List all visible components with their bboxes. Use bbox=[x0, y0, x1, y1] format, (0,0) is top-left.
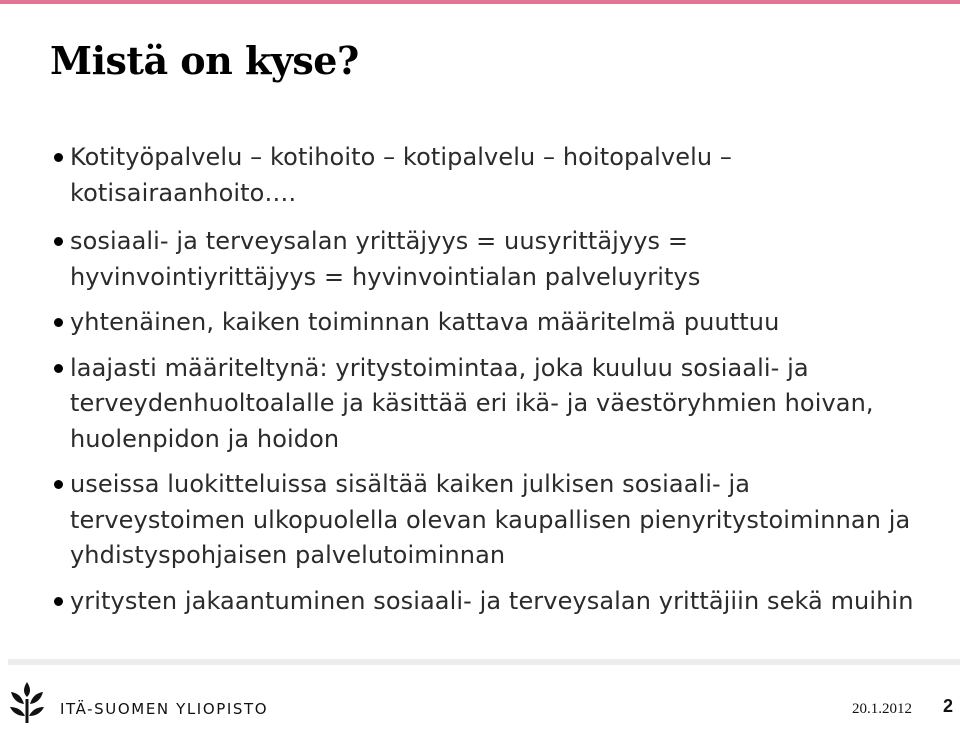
university-logo-icon bbox=[8, 680, 46, 724]
bullet-icon bbox=[54, 237, 63, 246]
bullet-text: laajasti määriteltynä: yritystoimintaa, joka kuuluu sosiaali- ja terveydenhuoltoalalle ja käsittää eri ikä- ja väestöryhmien hoivan, huolenpidon ja hoidon bbox=[70, 353, 874, 453]
bullet-text: yhtenäinen, kaiken toiminnan kattava määritelmä puuttuu bbox=[70, 308, 780, 336]
bullet-item bbox=[52, 351, 932, 458]
university-logo bbox=[8, 680, 268, 724]
university-logo-text: ITÄ-SUOMEN YLIOPISTO bbox=[60, 700, 269, 718]
bullet-text: Kotityöpalvelu – kotihoito – kotipalvelu – hoitopalvelu – kotisairaanhoito…. bbox=[70, 143, 732, 207]
top-accent-bar bbox=[0, 0, 960, 4]
bullet-icon bbox=[54, 597, 63, 606]
bullet-icon bbox=[54, 318, 63, 327]
bullet-text: sosiaali- ja terveysalan yrittäjyys = uusyrittäjyys = hyvinvointiyrittäjyys = hyvinvointialan palveluyritys bbox=[70, 227, 701, 291]
bullet-icon bbox=[54, 480, 63, 489]
bullet-item bbox=[52, 467, 932, 574]
slide-title: Mistä on kyse? bbox=[50, 38, 359, 83]
bullet-icon bbox=[54, 364, 63, 373]
bullet-text: useissa luokitteluissa sisältää kaiken julkisen sosiaali- ja terveystoimen ulkopuolella olevan kaupallisen pienyritystoiminnan ja yhdistyspohjaisen palvelutoiminnan bbox=[70, 470, 911, 569]
bullet-icon bbox=[54, 153, 63, 162]
bullet-list bbox=[52, 140, 932, 619]
page-number: 2 bbox=[943, 696, 954, 716]
footer-date: 20.1.2012 bbox=[852, 701, 912, 717]
bullet-item bbox=[52, 140, 932, 211]
bullet-text: yritysten jakaantuminen sosiaali- ja terveysalan yrittäjiin sekä muihin bbox=[70, 586, 914, 615]
bullet-item bbox=[52, 584, 932, 620]
bullet-item bbox=[52, 305, 932, 341]
footer-divider bbox=[8, 659, 960, 665]
bullet-item bbox=[52, 224, 932, 295]
